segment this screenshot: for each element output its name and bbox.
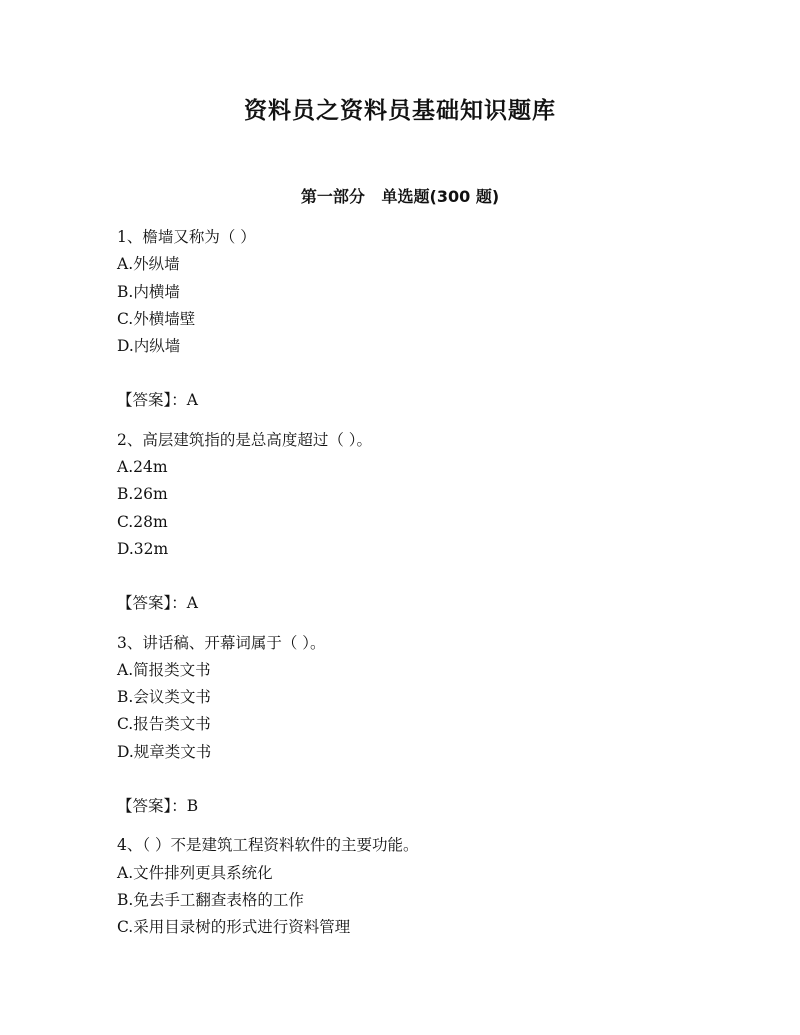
option-a: A.外纵墙 bbox=[117, 255, 180, 274]
question-item bbox=[117, 224, 757, 415]
document-title: 资料员之资料员基础知识题库 bbox=[244, 98, 556, 124]
answer-line: 【答案】：A bbox=[117, 594, 198, 613]
option-b: B.内横墙 bbox=[117, 282, 180, 301]
option-c: C.28m bbox=[117, 512, 168, 531]
question-stem: 2、高层建筑指的是总高度超过（ ）。 bbox=[117, 430, 373, 449]
option-b: B.会议类文书 bbox=[117, 688, 211, 707]
option-d: D.规章类文书 bbox=[117, 742, 212, 761]
option-c: C.采用目录树的形式进行资料管理 bbox=[117, 918, 351, 937]
question-stem: 3、讲话稿、开幕词属于（ ）。 bbox=[117, 633, 326, 652]
question-stem: 1、檐墙又称为（ ） bbox=[117, 228, 256, 246]
option-c: C.外横墙壁 bbox=[117, 309, 196, 328]
option-c: C.报告类文书 bbox=[117, 715, 211, 734]
question-item bbox=[117, 427, 757, 618]
option-d: D.内纵墙 bbox=[117, 337, 181, 356]
option-a: A.简报类文书 bbox=[117, 660, 211, 679]
option-b: B.26m bbox=[117, 485, 168, 504]
question-stem: 4、（ ）不是建筑工程资料软件的主要功能。 bbox=[117, 836, 419, 855]
question-item bbox=[117, 630, 757, 821]
option-a: A.24m bbox=[117, 458, 168, 477]
option-b: B.免去手工翻查表格的工作 bbox=[117, 890, 304, 909]
answer-line: 【答案】：A bbox=[117, 391, 198, 410]
question-list bbox=[117, 224, 757, 942]
option-a: A.文件排列更具系统化 bbox=[117, 863, 273, 882]
question-item bbox=[117, 832, 757, 941]
option-d: D.32m bbox=[117, 539, 169, 558]
answer-line: 【答案】：B bbox=[117, 797, 199, 816]
section-title: 第一部分 单选题(300 题) bbox=[300, 187, 500, 206]
